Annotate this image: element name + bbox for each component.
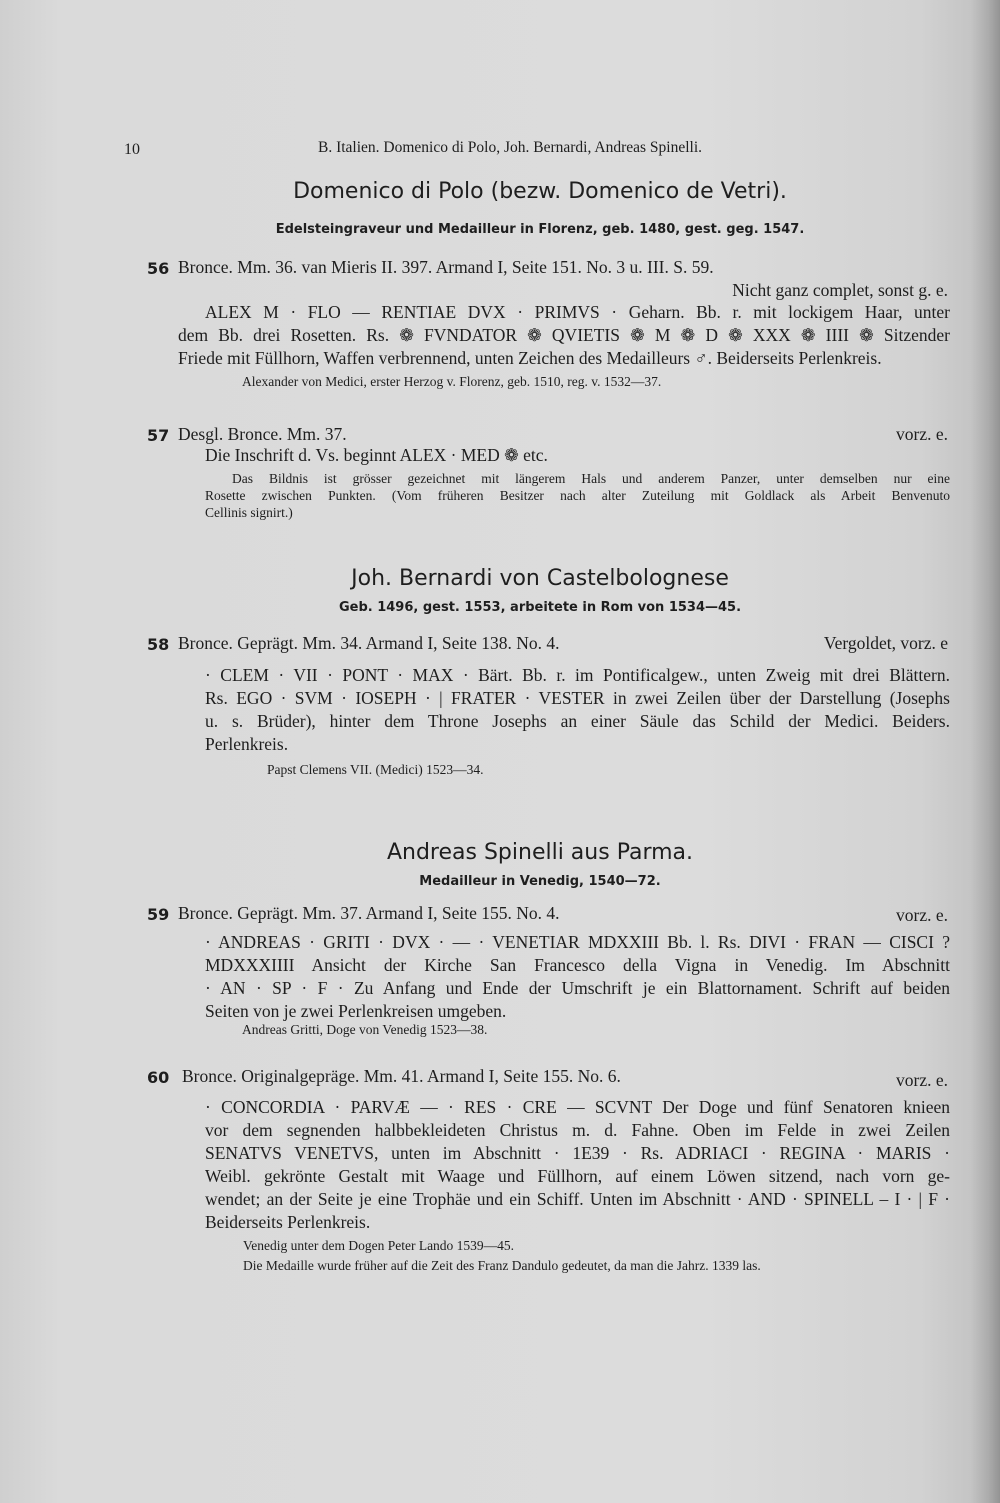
entry-60-note-2: Die Medaille wurde früher auf die Zeit des Franz Dandulo gedeutet, da man die Jahrz. 1339 las. xyxy=(243,1258,761,1273)
entry-58-grade: Vergoldet, vorz. e xyxy=(823,633,948,653)
entry-57-note-2: Rosette zwischen Punkten. (Vom früheren Besitzer nach alter Zuteilung mit Goldlack als Arbeit Benvenuto xyxy=(205,488,950,503)
entry-number-57: 57 xyxy=(147,426,170,445)
running-title: B. Italien. Domenico di Polo, Joh. Bernardi, Andreas Spinelli. xyxy=(318,139,703,156)
entry-59-note: Andreas Gritti, Doge von Venedig 1523—38. xyxy=(242,1022,488,1037)
entry-56-condition: Nicht ganz complet, sonst g. e. xyxy=(732,280,948,300)
entry-60-desc-2: vor dem segnenden halbbekleideten Christus m. d. Fahne. Oben im Felde in zwei Zeilen xyxy=(205,1120,950,1140)
entry-58-desc-2: Rs. EGO · SVM · IOSEPH · | FRATER · VESTER in zwei Zeilen über der Darstellung (Josephs xyxy=(205,688,950,708)
entry-58-desc-3: u. s. Brüder), hinter dem Throne Josephs an einer Säule das Schild der Medici. Beiders. xyxy=(205,711,950,731)
section-title-domenico: Domenico di Polo (bezw. Domenico de Vetri). xyxy=(293,179,787,204)
entry-59-desc-1: · ANDREAS · GRITI · DVX · — · VENETIAR MDXXIII Bb. l. Rs. DIVI · FRAN — CISCI ? xyxy=(205,932,950,952)
entry-57-grade: vorz. e. xyxy=(896,424,948,444)
entry-59-line1: Bronce. Geprägt. Mm. 37. Armand I, Seite 155. No. 4. xyxy=(178,903,560,923)
entry-60-grade: vorz. e. xyxy=(896,1070,948,1090)
entry-59-desc-2: MDXXXIIII Ansicht der Kirche San Francesco della Vigna in Venedig. Im Abschnitt xyxy=(205,955,950,975)
entry-number-58: 58 xyxy=(147,635,170,654)
entry-56-desc-3: Friede mit Füllhorn, Waffen verbrennend, unten Zeichen des Medailleurs ♂. Beiderseits Perlenkreis. xyxy=(178,348,882,368)
section-subtitle-spinelli: Medailleur in Venedig, 1540—72. xyxy=(419,874,661,889)
section-title-bernardi: Joh. Bernardi von Castelbolognese xyxy=(351,566,729,591)
entry-56-line1: Bronce. Mm. 36. van Mieris II. 397. Armand I, Seite 151. No. 3 u. III. S. 59. xyxy=(178,257,714,277)
entry-56-desc-2: dem Bb. drei Rosetten. Rs. ❁ FVNDATOR ❁ QVIETIS ❁ M ❁ D ❁ XXX ❁ IIII ❁ Sitzender xyxy=(178,325,950,345)
section-subtitle-domenico: Edelsteingraveur und Medailleur in Florenz, geb. 1480, gest. geg. 1547. xyxy=(275,222,805,237)
entry-58-desc-4: Perlenkreis. xyxy=(205,734,289,754)
entry-number-56: 56 xyxy=(147,259,170,278)
entry-57-line2: Die Inschrift d. Vs. beginnt ALEX · MED ❁ etc. xyxy=(205,445,548,465)
page-number: 10 xyxy=(124,141,140,158)
entry-59-desc-4: Seiten von je zwei Perlenkreisen umgeben. xyxy=(205,1001,507,1021)
entry-57-line1: Desgl. Bronce. Mm. 37. xyxy=(178,424,347,444)
entry-number-59: 59 xyxy=(147,905,170,924)
entry-56-note: Alexander von Medici, erster Herzog v. Florenz, geb. 1510, reg. v. 1532—37. xyxy=(242,374,662,389)
entry-60-desc-4: Weibl. gekrönte Gestalt mit Waage und Füllhorn, auf einem Löwen sitzend, nach vorn ge- xyxy=(205,1166,950,1186)
entry-60-desc-1: · CONCORDIA · PARVÆ — · RES · CRE — SCVNT Der Doge und fünf Senatoren knieen xyxy=(205,1097,950,1117)
entry-56-desc-1: ALEX M · FLO — RENTIAE DVX · PRIMVS · Geharn. Bb. r. mit lockigem Haar, unter xyxy=(205,302,950,322)
section-title-spinelli: Andreas Spinelli aus Parma. xyxy=(386,840,694,865)
entry-number-60: 60 xyxy=(147,1068,170,1087)
entry-58-line1: Bronce. Geprägt. Mm. 34. Armand I, Seite 138. No. 4. xyxy=(178,633,560,653)
entry-59-grade: vorz. e. xyxy=(896,905,948,925)
section-subtitle-bernardi: Geb. 1496, gest. 1553, arbeitete in Rom von 1534—45. xyxy=(338,600,742,615)
entry-57-note-1: Das Bildnis ist grösser gezeichnet mit längerem Hals und anderem Panzer, unter demselben nur eine xyxy=(232,471,950,486)
entry-58-note: Papst Clemens VII. (Medici) 1523—34. xyxy=(267,762,484,777)
page-edge-shadow xyxy=(970,0,1000,1503)
entry-58-desc-1: · CLEM · VII · PONT · MAX · Bärt. Bb. r. im Pontificalgew., unten Zweig mit drei Blättern. xyxy=(205,665,950,685)
entry-60-desc-6: Beiderseits Perlenkreis. xyxy=(205,1212,371,1232)
entry-60-line1: Bronce. Originalgepräge. Mm. 41. Armand I, Seite 155. No. 6. xyxy=(182,1066,621,1086)
entry-60-desc-3: SENATVS VENETVS, unten im Abschnitt · 1E39 · Rs. ADRIACI · REGINA · MARIS · xyxy=(205,1143,950,1163)
entry-60-desc-5: wendet; an der Seite je eine Trophäe und ein Schiff. Unten im Abschnitt · AND · SPINELL – I · | F · xyxy=(205,1189,950,1209)
entry-60-note-1: Venedig unter dem Dogen Peter Lando 1539—45. xyxy=(243,1238,515,1253)
entry-57-note-3: Cellinis signirt.) xyxy=(205,505,293,520)
entry-59-desc-3: · AN · SP · F · Zu Anfang und Ende der Umschrift je ein Blattornament. Schrift auf beiden xyxy=(205,978,950,998)
